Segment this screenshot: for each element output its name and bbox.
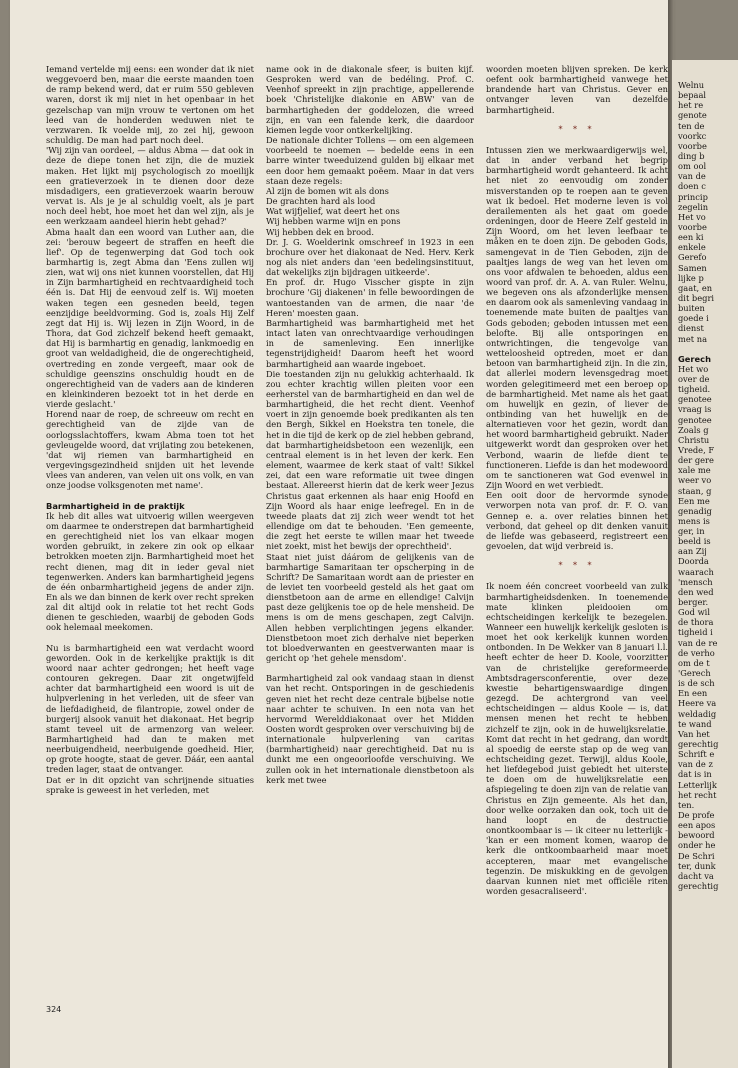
right-page [672,60,738,1068]
paragraph: Dat er in dit opzicht van schrijnende situaties sprake is geweest in het verleden, met [46,774,254,795]
line-fragment: princip [678,191,708,202]
line-fragment: xale me [678,465,711,476]
line-fragment: gerechtig [678,880,719,891]
paragraph: woorden moeten blijven spreken. De kerk oefent ook barmhartigheid vanwege het brandende hart van Christus. Gever en ontvanger leven van dezelfde barmhartigheid. [486,64,668,115]
paragraph: Abma haalt dan een woord van Luther aan, die zei: 'berouw begeert de straffen en heeft die lief'. Op de tegenwerping dat God toch ook barmhartig is, zegt Abma dan 'Eens zullen wij zien, wat wij ons niet kunnen voorstellen, dat Hij in Zijn barmhartigheid en rechtvaardigheid toch één is. Dat Hij de eenvoud zelf is. Wij moeten waken tegen een gesneden beeld, tegen eenzijdige beeldvorming. God is, zoals Hij Zelf zegt dat Hij is. Wij lezen in Zijn Woord, in de Thora, dat God zichzelf bekend heeft gemaakt, dat Hij is barmhartig en genadig, lankmoedig en groot van weldadigheid, die de ongerechtigheid, overtreding en zonde vergeeft, maar ook de schuldige geenszins onschuldig houdt en de ongerechtigheid van de vaders aan de kinderen en kleinkinderen bezoekt tot in het derde en vierde geslacht.' [46,226,254,410]
line-fragment: De profe [678,810,715,820]
column-2 [266,64,474,785]
paragraph: Een ooit door de hervormde synode verworpen nota van prof. dr. F. O. van Gennep e. a. over relaties binnen het verbond, dat geheel op dit denken vanuit de liefde was gebaseerd, registreert een gevoelen, dat wijd verbreid is. [486,490,668,552]
right-page-column [678,80,738,891]
line-fragment: ten. [678,799,695,810]
poem-line: Al zijn de bomen wit als dons [266,185,389,196]
line-fragment: den wed [678,586,714,597]
line-fragment: Het vo [678,211,706,222]
line-fragment: het re [678,100,704,111]
line-fragment: van de z [678,759,713,770]
section-heading: Barmhartigheid in de praktijk [46,500,185,511]
line-fragment: weldadig [678,708,717,719]
line-fragment: Van het [678,728,710,739]
line-fragment: ger, in [678,526,705,537]
left-page [10,0,670,1068]
line-fragment: van de re [678,637,718,648]
line-fragment: zegelin [678,201,709,212]
line-fragment: genote [678,110,707,121]
line-fragment: Samen [678,262,707,273]
line-fragment: een apos [678,820,716,831]
line-fragment: God wil [678,607,710,618]
line-fragment: om de t [678,657,710,668]
line-fragment: doen c [678,181,706,192]
line-fragment: enkele [678,242,706,253]
line-fragment: de verho [678,647,715,658]
line-fragment: mens is [678,515,710,526]
line-fragment: Heere va [678,698,717,709]
paragraph: Barmhartigheid zal ook vandaag staan in dienst van het recht. Ontsporingen in de geschiedenis geven niet het recht deze centrale bijbelse notie naar achter te schuiven. In een nota van het hervormd Werelddiakonaat over het Midden Oosten wordt gesproken over verschuiving bij de internationale hulpverlening van caritas (barmhartigheid) naar gerechtigheid. Dat nu is dunkt me een ongeoorloofde verschuiving. We zullen ook in het internationale dienstbetoon als kerk met twee [266,673,474,785]
line-fragment: Letterlijk [678,779,717,790]
line-fragment: staan, g [678,485,712,496]
paragraph: Ik noem één concreet voorbeeld van zulk barmhartigheidsdenken. In toenemende mate klinken pleidooien om echtscheidingen kerkelijk te bezegelen. Wanneer een huwelijk kerkelijk gesloten is moet het ook kerkelijk kunnen worden ontbonden. In De Wekker van 8 januari l.l. heeft echter de heer D. Koole, voorzitter van de christelijke gereformeerde Ambtsdragersconferentie, over deze kwestie behartigenswaardige dingen gezegd. De achtergrond van veel echtscheidingen — aldus Koole — is, dat mensen menen het recht te hebben zichzelf te zijn, ook in de huwelijksrelatie. Komt dat recht in het gedrang, dan wordt al spoedig de eerste stap op de weg van echtscheiding gezet. Terwijl, aldus Koole, het liefdegebod juist gebiedt het uiterste te doen om de huwelijksrelatie een afspiegeling te doen zijn van de relatie van Christus en Zijn gemeente. Als het dan, door welke oorzaken dan ook, toch uit de hand loopt en de destructie onontkoombaar is — ik citeer nu letterlijk - 'kan er een moment komen, waarop de kerk die ontkoombaarheid maar moet accepteren, maar met evangelische tegenzin. De miskukking en de gevolgen daarvan kunnen niet met officiële riten worden gesacraliseerd'. [486,581,668,897]
poem-line: De grachten hard als lood [266,196,376,207]
line-fragment: 'Gerech [678,668,711,679]
line-fragment: goede i [678,313,709,324]
line-fragment: lijke p [678,272,704,283]
paragraph: Intussen zien we merkwaardigerwijs wel, dat in ander verband het begrip barmhartigheid wordt gehanteerd. Ik acht het niet zo eenvoudig om zonder misverstanden op te roepen aan te geven wat ik bedoel. Het moderne leven is vol derailementen als het gaat om goede ordeningen, door de Heere Zelf gesteld in Zijn Woord, om het leven leefbaar te måken en te doen zijn. De geboden Gods, samengevat in de Tien Geboden, zijn de paaltjes langs de weg van het leven om ons voor afdwalen te behoeden, aldus een woord van prof. dr. A. A. van Ruler. Welnu, we begeven ons als afzonderlijke mensen en daarom ook als samenleving vandaag in toenemende mate buiten de paaltjes van Gods geboden; geboden intussen met een belofte. Bij alle ontsporingen en ontwrichtingen, die tengevolge van wetteloosheid optreden, moet er dan betoon van barmhartigheid zijn. In die zin, dat allerlei modern levensgedrag moet worden gelegitimeerd met een beroep op de barmhartigheid. Met name als het gaat om huwelijk en gezin, of liever de ontbinding van het huwelijk en de alternatieven voor het gezin, wordt dan het woord barmhartigheid gebruikt. Nader uitgewerkt wordt dan gesproken over het Verbond, waarin de liefde dient te functioneren. Liefde is dan het modewoord om te sanctioneren wat God evenwel in Zijn Woord en wet verbiedt. [486,144,668,491]
line-fragment: Het wo [678,363,709,374]
line-fragment: voorkc [678,130,707,141]
line-fragment: tigheid. [678,384,711,395]
line-fragment: gaat, en [678,282,713,293]
column-1 [46,64,254,795]
line-fragment: der gere [678,455,714,466]
line-fragment: om ool [678,161,707,172]
paragraph: De nationale dichter Tollens — om een algemeen voorbeeld te noemen — bedelde eens in een barre winter tweeduizend gulden bij elkaar met een door hem gemaakt poëem. Maar in dat vers staan deze regels: [266,135,474,186]
line-fragment: is de sch [678,678,715,689]
line-fragment: Een me [678,495,710,506]
line-fragment: genotee [678,394,712,405]
line-fragment: dienst [678,323,704,334]
line-fragment: En een [678,688,708,699]
line-fragment: ding b [678,150,705,161]
section-divider: * * * [558,561,596,571]
paragraph: En prof. dr. Hugo Visscher gispte in zijn brochure 'Gij diakenen' in felle bewoordingen de wantoestanden van de armen, die naar 'de Heren' moesten gaan. [266,277,474,318]
paragraph: Horend naar de roep, de schreeuw om recht en gerechtigheid van de zijde van de oorlogsslachtoffers, kwam Abma toen tot het gevleugelde woord, dat vrijlating zou betekenen, 'dat wij riemen van barmhartigheid en vergevingsgezindheid snijden uit het levende vlees van anderen, van velen uit ons volk, en van onze joodse volksgenoten met name'. [46,409,254,491]
line-fragment: ter, dunk [678,860,716,871]
line-fragment: Gerefo [678,252,707,263]
section-heading: Gerech [678,353,711,364]
poem-line: Wat wijfjelief, wat deert het ons [266,206,400,217]
line-fragment: Schrift e [678,749,715,760]
line-fragment: van de [678,171,706,182]
line-fragment: weer vo [678,475,712,486]
line-fragment: over de [678,373,710,384]
line-fragment: Vrede, F [678,444,715,455]
line-fragment: vraag is [678,404,712,415]
poem-line: Wij hebben warme wijn en pons [266,216,401,227]
line-fragment: 'mensch [678,576,713,587]
line-fragment: dit begri [678,292,715,303]
column-3 [486,64,668,896]
paragraph: Dr. J. G. Woelderink omschreef in 1923 in een brochure over het diakonaat de Ned. Herv. Kerk nog als niet anders dan 'een bedelingsinstituut, dat wekelijks zijn bijdragen uitkeerde'. [266,236,474,278]
line-fragment: genadig [678,505,712,516]
line-fragment: gerechtig [678,739,719,750]
line-fragment: aan Zij [678,546,707,557]
line-fragment: beeld is [678,536,711,547]
line-fragment: te wand [678,718,712,729]
line-fragment: de thora [678,617,714,628]
paragraph: Die toestanden zijn nu gelukkig achterhaald. Ik zou echter krachtig willen pleiten voor een eerherstel van de barmhartigheid en dan wel de barmhartigheid, die het recht dient. Veenhof voert in zijn genoemde boek predikanten als ten den Bergh, Sikkel en Hoekstra ten tonele, die het in die tijd de kerk op de ziel hebben gebrand, dat barmhartigheidsbetoon een wezenlijk, een centraal element is in het leven der kerk. Een element, waarmee de kerk staat of valt! Sikkel zei, dat een ware reformatie uit twee dingen bestaat. Allereerst hierin dat de kerk weer Jezus Christus gaat erkennen als haar enig Hoofd en Zijn Woord als haar enige leefregel. En in de tweede plaats dat zij zich weer wendt tot het ellendige om dat te behouden. 'Een gemeente, die zegt het eerste te willen maar het tweede niet zoekt, mist het bewijs der oprechtheid'. [266,368,474,552]
line-fragment: Christu [678,434,710,445]
paragraph: Staat niet juist dáárom de gelijkenis van de barmhartige Samaritaan ter opscherping in de Schrift? De Samaritaan wordt aan de priester en de leviet ten voorbeeld gesteld als het gaat om dienstbetoon aan de arme en ellendige! Calvijn past deze gelijkenis toe op de hele mensheid. De mens is om de mens geschapen, zegt Calvijn. Allen hebben verplichtingen jegens elkander. Dienstbetoon moet zich derhalve niet beperken tot bloedverwanten en geestverwanten maar is gericht op 'het gehele mensdom'. [266,551,474,664]
line-fragment: waarach [678,566,714,577]
line-fragment: buiten [678,303,705,314]
line-fragment: ten de [678,120,705,131]
paragraph: Ik heb dit alles wat uitvoerig willen weergeven om daarmee te onderstrepen dat barmhartigheid en gerechtigheid niet los van elkaar mogen worden gebruikt, in zekere zin ook op elkaar betrokken moeten zijn. Barmhartigheid moet het recht dienen, mag dit in ieder geval niet tegenwerken. Anders kan barmhartigheid jegens de één onbarmhartigheid jegens de ander zijn. En als we dan binnen de kerk over recht spreken zal dit altijd ook in relatie tot het recht Gods dienen te geschieden, waarbij de geboden Gods ook helemaal meekomen. [46,510,254,633]
line-fragment: een ki [678,232,704,243]
line-fragment: Welnu [678,80,705,90]
paragraph: 'Wij zijn van oordeel, — aldus Abma — dat ook in deze de diepe tonen het zijn, die de muziek maken. Het lijkt mij psychologisch zo moeilijk een gratieverzoek in te dienen door deze misdadigers, een gratieverzoek waarin berouw vervat is. Als je je al schuldig voelt, als je part noch deel hebt, hoe moet het dan wel zijn, als je een werkzaam aandeel hierin hebt gehad?' [46,145,254,227]
paragraph: Iemand vertelde mij eens: een wonder dat ik niet weggevoerd ben, maar die eerste maanden toen de ramp bekend werd, dat er ruim 550 gebleven waren, dorst ik mij niet in het openbaar in het gezelschap van mijn vrouw te vertonen om het leed van de honderden weduwen niet te verzwaren. Ik voelde mij, zo zei hij, gewoon schuldig. De man had part noch deel. [46,64,254,146]
line-fragment: berger. [678,597,709,608]
line-fragment: bepaal [678,90,707,101]
line-fragment: genotee [678,414,712,425]
poem-line: Wij hebben dek en brood. [266,226,375,237]
line-fragment: Zoals g [678,424,709,435]
paragraph: Nu is barmhartigheid een wat verdacht woord geworden. Ook in de kerkelijke praktijk is dit woord naar achter gedrongen; het heeft vage contouren gekregen. Daar zit ongetwijfeld achter dat barmhartigheid een woord is uit de hulpverlening in het verleden, uit de sfeer van de liefdadigheid, de filantropie, zowel onder de burgerij alsook vanuit het diakonaat. Het begrip stamt teveel uit de armenzorg van weleer. Barmhartigheid had dan te maken met neerbuigendheid, neerbuigende goedheid. Hier, op grote hoogte, staat de gever. Dáár, een aantal treden lager, staat de ontvanger. [46,642,254,775]
line-fragment: voorbe [678,221,707,232]
line-fragment: Doorda [678,556,709,567]
paragraph: name ook in de diakonale sfeer, is buiten kijf. Gesproken werd van de bedéling. Prof. C. Veenhof spreekt in zijn prachtige, appellerende boek 'Christelijke diakonie en ABW' van de barmhartigheden der goddelozen, die wreed zijn, en van een falende kerk, die daardoor kiemen legde voor ontkerkelijking. [266,64,474,135]
line-fragment: met na [678,333,708,344]
line-fragment: dacht va [678,870,714,881]
line-fragment: onder he [678,840,716,851]
line-fragment: De Schri [678,850,715,861]
line-fragment: het recht [678,789,717,800]
line-fragment: voorbe [678,140,707,151]
section-divider: * * * [558,124,596,134]
line-fragment: dat is in [678,769,712,780]
paragraph: Barmhartigheid was barmhartigheid met het intact laten van onrechtvaardige verhoudingen in de samenleving. Een innerlijke tegenstrijdigheid! Daarom heeft het woord barmhartigheid aan waarde ingeboet. [266,317,474,369]
line-fragment: bewoord [678,830,715,841]
line-fragment: tigheid i [678,627,713,638]
page-number: 324 [46,1005,62,1014]
